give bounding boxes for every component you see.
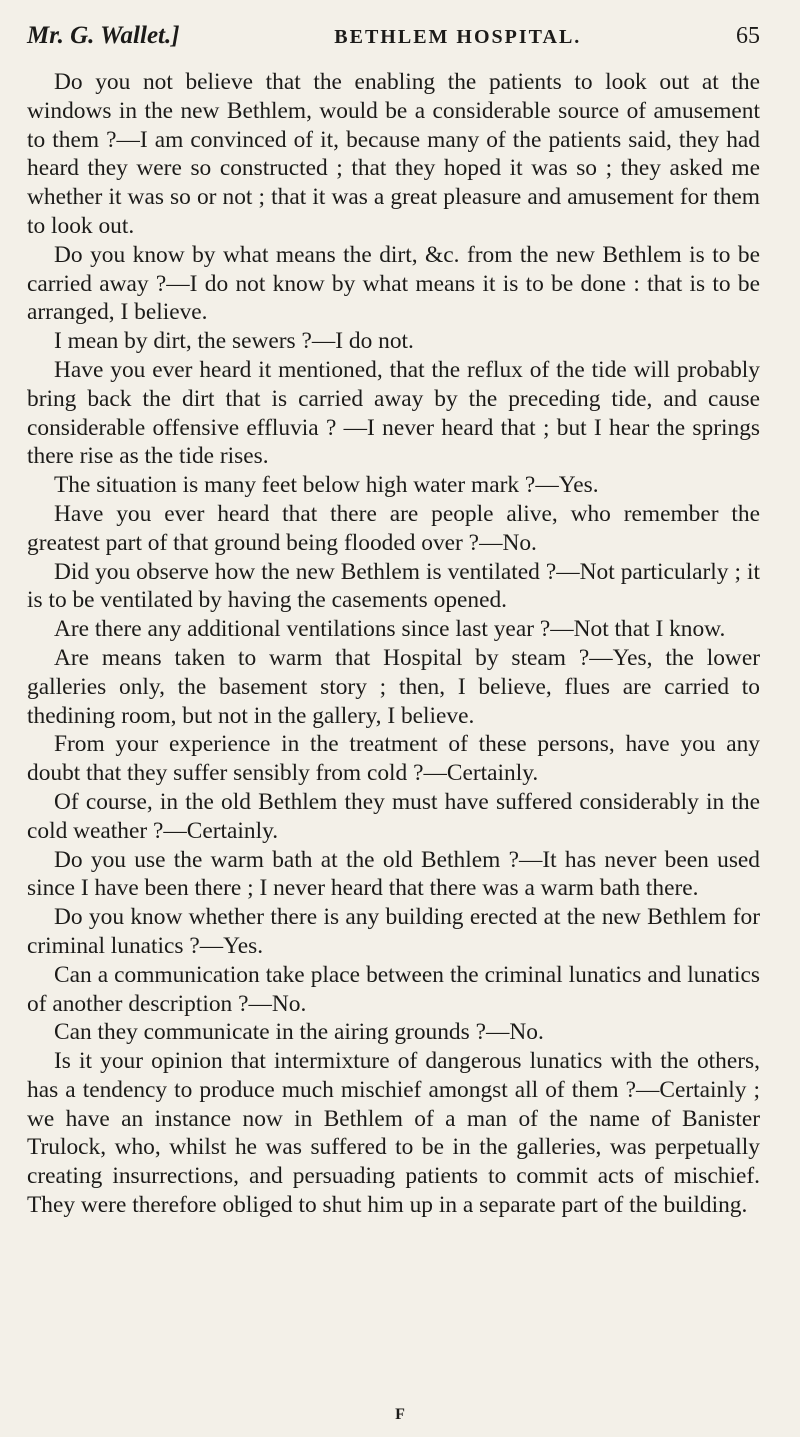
paragraph: Can a communication take place between the criminal lunatics and lunatics of another description ?—No. bbox=[27, 961, 760, 1017]
paragraph: Do you know by what means the dirt, &c. from the new Bethlem is to be carried away ?—I do not know by what means it is to be done : that is to be arranged, I believe. bbox=[27, 241, 760, 326]
paragraph: Do you not believe that the enabling the patients to look out at the windows in the new Bethlem, would be a considerable source of amusement to them ?—I am convinced of it, because many of the patients said, they had heard they were so constructed ; that they hoped it was so ; they asked me whether it was so or not ; that it was a great pleasure and amusement for them to look out. bbox=[27, 69, 760, 239]
paragraph: Did you observe how the new Bethlem is ventilated ?—Not particularly ; it is to be ventilated by having the casements opened. bbox=[27, 558, 760, 614]
paragraph: From your experience in the treatment of these persons, have you any doubt that they suffer sensibly from cold ?—Certainly. bbox=[27, 731, 760, 787]
paragraph: The situation is many feet below high water mark ?—Yes. bbox=[54, 472, 599, 499]
body-text bbox=[27, 68, 760, 1220]
paragraph: Have you ever heard it mentioned, that the reflux of the tide will probably bring back the dirt that is carried away by the preceding tide, and cause considerable offensive effluvia ? —I never heard that ; but I hear the springs there rise as the tide rises. bbox=[27, 356, 760, 470]
page-number: 65 bbox=[736, 23, 760, 49]
paragraph: Have you ever heard that there are people alive, who remember the greatest part of that ground being flooded over ?—No. bbox=[27, 500, 760, 556]
paragraph: Can they communicate in the airing grounds ?—No. bbox=[54, 1019, 544, 1046]
paragraph: I mean by dirt, the sewers ?—I do not. bbox=[54, 328, 414, 355]
running-head-title: BETHLEM HOSPITAL. bbox=[334, 26, 582, 48]
signature-mark: F bbox=[395, 1406, 405, 1423]
paragraph: Are means taken to warm that Hospital by steam ?—Yes, the lower galleries only, the basement story ; then, I believe, flues are carried to thedining room, but not in the gallery, I believe. bbox=[27, 644, 760, 729]
running-head-left: Mr. G. Wallet.] bbox=[27, 22, 180, 49]
paragraph: Do you know whether there is any building erected at the new Bethlem for criminal lunatics ?—Yes. bbox=[27, 904, 760, 959]
paragraph: Is it your opinion that intermixture of dangerous lunatics with the others, has a tendency to produce much mischief amongst all of them ?—Certainly ; we have an instance now in Bethlem of a man of the name of Banister Trulock, who, whilst he was suffered to be in the galleries, was perpetually creating insurrections, and persuading patients to commit acts of mischief. They were therefore obliged to shut him up in a separate part of the building. bbox=[27, 1048, 760, 1219]
paragraph: Do you use the warm bath at the old Bethlem ?—It has never been used since I have been there ; I never heard that there was a warm bath there. bbox=[27, 846, 760, 902]
running-header bbox=[27, 22, 760, 62]
paragraph: Are there any additional ventilations since last year ?—Not that I know. bbox=[54, 616, 726, 643]
paragraph: Of course, in the old Bethlem they must have suffered considerably in the cold weather ?—Certainly. bbox=[27, 788, 760, 844]
